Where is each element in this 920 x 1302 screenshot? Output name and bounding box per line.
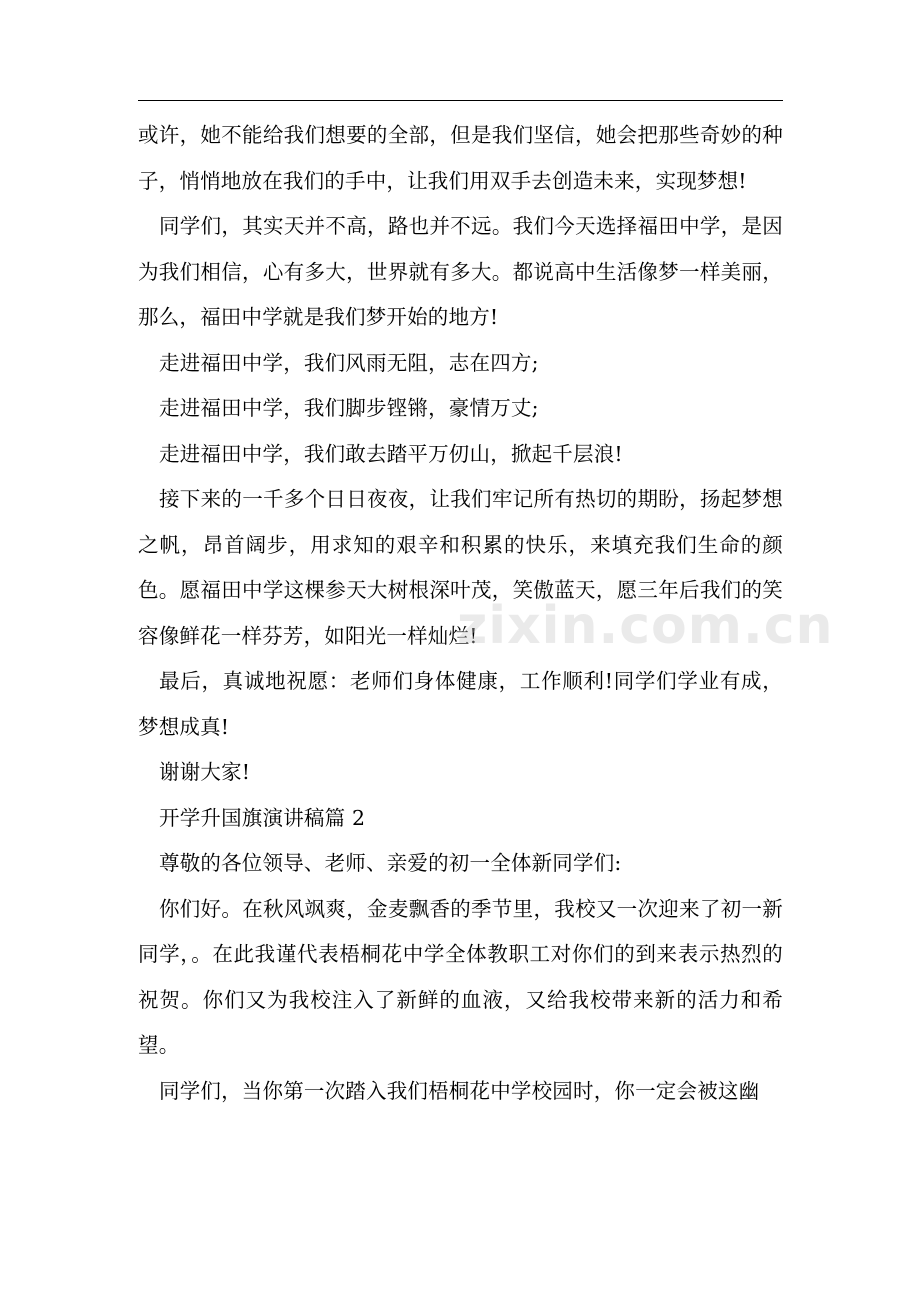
paragraph-1: 或许，她不能给我们想要的全部，但是我们坚信，她会把那些奇妙的种子，悄悄地放在我们的手中，让我们用双手去创造未来，实现梦想! [138,123,783,193]
watermark: zixin.com.cn [457,596,834,656]
salutation: 尊敬的各位领导、老师、亲爱的初一全体新同学们: [159,851,622,875]
paragraph-11: 你们好。在秋风飒爽，金麦飘香的季节里，我校又一次迎来了初一新同学，。在此我谨代表梧桐花中学全体教职工对你们的到来表示热烈的祝贺。你们又为我校注入了新鲜的血液，又给我校带来新的活力和希望。 [138,896,783,1057]
paragraph-3: 走进福田中学，我们风雨无阻，志在四方; [159,350,539,375]
paragraph-12: 同学们，当你第一次踏入我们梧桐花中学校园时，你一定会被这幽 [159,1078,760,1103]
document-body [138,113,783,1114]
paragraph-7: 最后，真诚地祝愿：老师们身体健康，工作顺利!同学们学业有成，梦想成真! [138,669,783,739]
paragraph-5: 走进福田中学，我们敢去踏平万仞山，掀起千层浪! [159,441,623,466]
paragraph-2: 同学们，其实天并不高，路也并不远。我们今天选择福田中学，是因为我们相信，心有多大，世界就有多大。都说高中生活像梦一样美丽，那么，福田中学就是我们梦开始的地方! [138,214,783,329]
section-heading: 开学升国旗演讲稿篇 2 [159,805,366,830]
paragraph-4: 走进福田中学，我们脚步铿锵，豪情万丈; [159,396,539,420]
header-rule [138,100,783,101]
paragraph-8: 谢谢大家! [159,760,251,784]
paragraph-6: 接下来的一千多个日日夜夜，让我们牢记所有热切的期盼，扬起梦想之帆，昂首阔步，用求知的艰辛和积累的快乐，来填充我们生命的颜色。愿福田中学这棵参天大树根深叶茂，笑傲蓝天，愿三年后我们的笑容像鲜花一样芬芳，如阳光一样灿烂! [138,487,783,648]
